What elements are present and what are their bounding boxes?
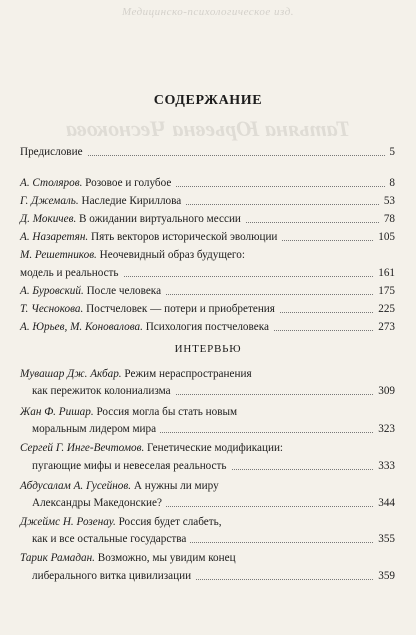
toc-page-number: 53 xyxy=(380,194,395,208)
toc-title: Пять векторов исторической эволюции xyxy=(91,231,278,243)
toc-page-number: 105 xyxy=(374,230,395,244)
toc-entry-line2 xyxy=(20,532,395,546)
toc-entry xyxy=(20,212,395,226)
toc-title-continued: как пережиток колониализма xyxy=(20,385,175,397)
toc-entry xyxy=(20,302,395,316)
toc-author: Абдусалам А. Гусейнов. xyxy=(20,480,132,492)
toc-title: Предисловие xyxy=(20,146,87,158)
toc-entry-line2 xyxy=(20,266,395,280)
toc-entry xyxy=(20,176,395,190)
toc-page-number: 355 xyxy=(374,532,395,546)
toc-author: А. Буровский. xyxy=(20,285,84,297)
toc-author: Г. Джемаль. xyxy=(20,195,79,207)
toc-author: Мувашар Дж. Акбар. xyxy=(20,368,122,380)
toc-title: Генетические модификации: xyxy=(147,442,284,454)
toc-page-number: 333 xyxy=(374,459,395,473)
toc-entry-line2 xyxy=(20,422,395,436)
toc-page-number: 78 xyxy=(380,212,395,226)
toc-title: Россия будет слабеть, xyxy=(118,516,222,528)
toc-entry-line1 xyxy=(20,551,395,565)
toc-page-number: 225 xyxy=(374,302,395,316)
toc-page-number: 359 xyxy=(374,569,395,583)
toc-title-continued: Александры Македонские? xyxy=(20,497,166,509)
toc-author: Д. Мокичев. xyxy=(20,213,77,225)
toc-entry-line2 xyxy=(20,569,395,583)
toc-title: Неочевидный образ будущего: xyxy=(99,249,245,261)
toc-title: Режим нераспространения xyxy=(124,368,252,380)
toc-author: Сергей Г. Инге-Вечтомов. xyxy=(20,442,145,454)
toc-author: М. Решетников. xyxy=(20,249,97,261)
toc-entry xyxy=(20,284,395,298)
toc-page-number: 323 xyxy=(374,422,395,436)
toc-title-continued: модель и реальность xyxy=(20,267,123,279)
toc-title: Наследие Кириллова xyxy=(81,195,182,207)
toc-title: А нужны ли миру xyxy=(133,480,219,492)
toc-entry-line2 xyxy=(20,384,395,398)
toc-author: А. Назаретян. xyxy=(20,231,89,243)
toc-title: Россия могла бы стать новым xyxy=(96,406,238,418)
toc-entry-line2 xyxy=(20,496,395,510)
toc-title: Возможно, мы увидим конец xyxy=(97,552,236,564)
showthrough-author: Татьяна Юрьевна Чеснокова xyxy=(65,116,351,141)
toc-entry-line1 xyxy=(20,515,395,529)
toc-title: Розовое и голубое xyxy=(85,177,172,189)
toc-title: После человека xyxy=(86,285,162,297)
toc-page-number: 175 xyxy=(374,284,395,298)
toc-entry-line1 xyxy=(20,405,395,419)
toc-entry-preface xyxy=(20,145,395,159)
toc-entry-line1 xyxy=(20,479,395,493)
toc-page-number: 273 xyxy=(374,320,395,334)
showthrough-text: Медицинско-психологическое изд. xyxy=(121,6,295,18)
toc-page-number: 8 xyxy=(385,176,395,190)
toc-title: В ожидании виртуального мессии xyxy=(79,213,241,225)
toc-author: Т. Чеснокова. xyxy=(20,303,84,315)
toc-page-number: 309 xyxy=(374,384,395,398)
toc-heading: СОДЕРЖАНИЕ xyxy=(153,93,263,108)
toc-author: Тарик Рамадан. xyxy=(20,552,95,564)
toc-author: Жан Ф. Ришар. xyxy=(20,406,94,418)
toc-title: Психология постчеловека xyxy=(145,321,269,333)
toc-entry xyxy=(20,230,395,244)
toc-title: Постчеловек — потери и приобретения xyxy=(86,303,275,315)
toc-entry xyxy=(20,194,395,208)
toc-entry-line1 xyxy=(20,441,395,455)
toc-author: Джеймс Н. Розенау. xyxy=(20,516,116,528)
toc-author: А. Юрьев, М. Коновалова. xyxy=(20,321,143,333)
toc-title-continued: моральным лидером мира xyxy=(20,423,160,435)
toc-title-continued: либерального витка цивилизации xyxy=(20,570,195,582)
toc-entry-line1 xyxy=(20,367,395,381)
toc-page-number: 5 xyxy=(385,145,395,159)
toc-entry xyxy=(20,320,395,334)
toc-entry-line1 xyxy=(20,248,395,262)
toc-title-continued: пугающие мифы и невеселая реальность xyxy=(20,460,231,472)
toc-author: А. Столяров. xyxy=(20,177,83,189)
toc-page-number: 344 xyxy=(374,496,395,510)
interview-heading: ИНТЕРВЬЮ xyxy=(174,343,242,355)
toc-title-continued: как и все остальные государства xyxy=(20,533,190,545)
toc-entry-line2 xyxy=(20,459,395,473)
toc-page-number: 161 xyxy=(374,266,395,280)
